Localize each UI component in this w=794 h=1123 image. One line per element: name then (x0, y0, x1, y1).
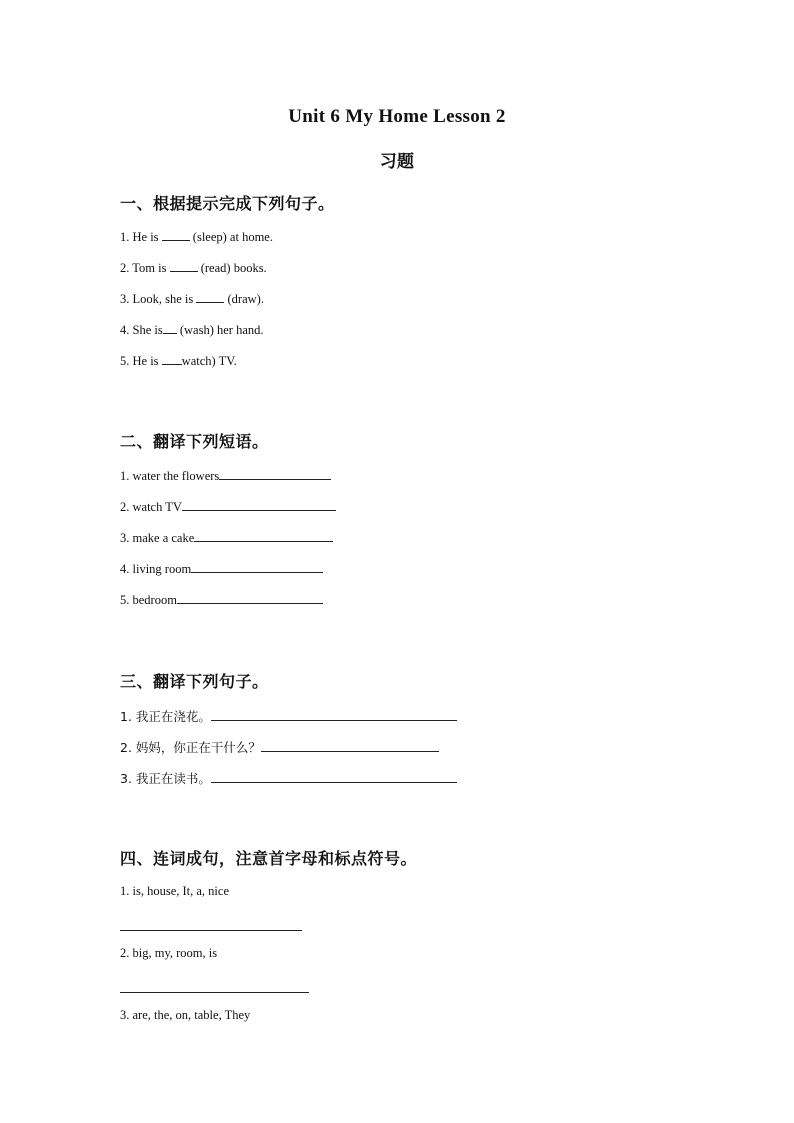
s2-item-5-text: 5. bedroom (120, 593, 177, 607)
section-2-heading: 二、翻译下列短语。 (120, 432, 269, 451)
s3-item-1 (120, 707, 457, 725)
s2-item-1-blank[interactable] (219, 468, 331, 480)
page-title: Unit 6 My Home Lesson 2 (288, 106, 506, 127)
section-1-heading: 一、根据提示完成下列句子。 (120, 194, 335, 213)
s1-item-4-blank[interactable] (163, 322, 177, 334)
s3-item-3 (120, 769, 457, 787)
s1-item-3 (120, 291, 264, 307)
s2-item-4-text: 4. living room (120, 562, 192, 576)
s1-item-1-blank[interactable] (162, 229, 190, 241)
s2-item-4 (120, 561, 323, 577)
s2-item-5-blank[interactable] (177, 592, 323, 604)
s3-item-3-text: 3. 我正在读书。 (120, 771, 211, 786)
s1-item-1-suffix: (sleep) at home. (189, 230, 273, 244)
s2-item-4-blank[interactable] (191, 561, 323, 573)
s3-item-2-blank[interactable] (261, 740, 439, 752)
s3-item-3-blank[interactable] (211, 771, 457, 783)
s2-item-2 (120, 499, 336, 515)
s1-item-4-prefix: 4. She is (120, 323, 163, 337)
s1-item-3-prefix: 3. Look, she is (120, 292, 197, 306)
s2-item-3 (120, 530, 333, 546)
s4-item-2-answer-line[interactable] (120, 992, 309, 993)
s2-item-2-text: 2. watch TV (120, 500, 182, 514)
s2-item-2-blank[interactable] (182, 499, 336, 511)
s3-item-2 (120, 738, 439, 756)
s4-item-3: 3. are, the, on, table, They (120, 1008, 251, 1022)
s1-item-5-blank[interactable] (162, 353, 182, 365)
s2-item-3-blank[interactable] (194, 530, 333, 542)
s1-item-2-prefix: 2. Tom is (120, 261, 170, 275)
s1-item-2 (120, 260, 267, 276)
s2-item-5 (120, 592, 323, 608)
section-4-heading: 四、连词成句，注意首字母和标点符号。 (120, 849, 418, 868)
s1-item-3-suffix: (draw). (224, 292, 264, 306)
s1-item-1 (120, 229, 273, 245)
section-3-heading: 三、翻译下列句子。 (120, 672, 269, 691)
s1-item-3-blank[interactable] (196, 291, 224, 303)
s1-item-4-suffix: (wash) her hand. (176, 323, 264, 337)
s1-item-4 (120, 322, 264, 338)
s1-item-2-blank[interactable] (170, 260, 198, 272)
s3-item-1-blank[interactable] (211, 709, 457, 721)
s1-item-5-suffix: watch) TV. (181, 354, 237, 368)
s1-item-5 (120, 353, 237, 369)
s1-item-2-suffix: (read) books. (197, 261, 267, 275)
s1-item-1-prefix: 1. He is (120, 230, 162, 244)
s4-item-2: 2. big, my, room, is (120, 946, 218, 960)
s1-item-5-prefix: 5. He is (120, 354, 162, 368)
s3-item-1-text: 1. 我正在浇花。 (120, 709, 211, 724)
s2-item-3-text: 3. make a cake (120, 531, 195, 545)
page-subtitle: 习题 (379, 152, 415, 172)
s3-item-2-text: 2. 妈妈，你正在干什么？ (120, 740, 261, 755)
s4-item-1: 1. is, house, It, a, nice (120, 884, 230, 898)
s2-item-1-text: 1. water the flowers (120, 469, 220, 483)
s2-item-1 (120, 468, 331, 484)
s4-item-1-answer-line[interactable] (120, 930, 302, 931)
